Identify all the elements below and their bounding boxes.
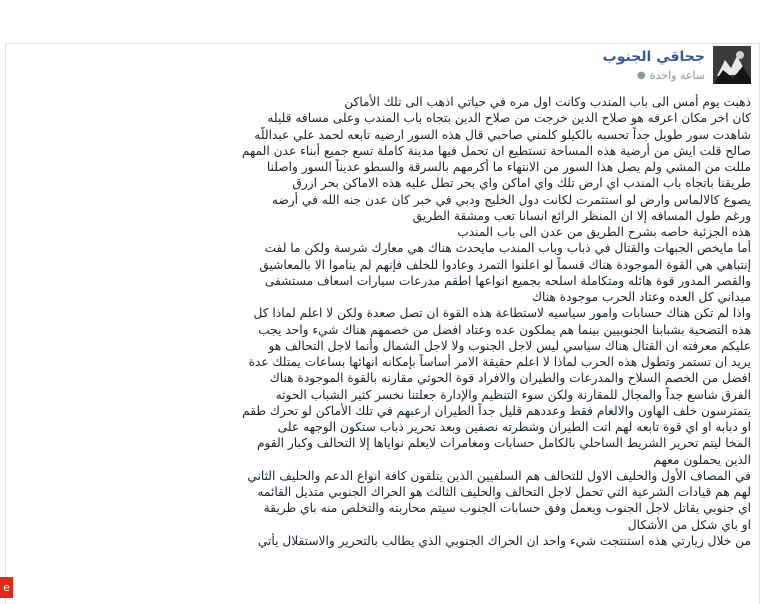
post-line: هذه الجزئية خاصه بشرح الطريق من عدن الى باب المندب <box>457 225 751 239</box>
post-line: او باي شكل من الأشكال <box>627 517 751 532</box>
post-line: او دبابه او اي قوة تابعه لهم اتت الطيران وشطرته نصفين وبعد تحرير ذباب ستكون الوجهه على <box>277 420 751 434</box>
post-line: أما مايخص الجبهات والقتال في ذباب وباب المندب مايحدث هناك هي معارك شرسة ولكن ما لفت <box>264 241 751 256</box>
post-line: ورغم طول المسافه إلا ان المنظر الرائع انسانا تعب ومشقة الطريق <box>412 208 751 223</box>
post-line: عليكم معرفته ان القتال هناك سياسي ليس لاجل الجنوب ولا لاجل الشمال وأنما لاجل التحالف هو <box>268 338 751 353</box>
post-line: واذا لم تكن هناك حسابات وامور سياسيه لاستطاعة هذه القوة ان تصل صعدة ولكن لا اعلم لماذا كل <box>253 306 751 321</box>
post-line: كان اخر مكان اعرفه هو صلاح الدين خرجت من صلاح الدين بتجاه باب المندب وعلى مسافه قليله <box>267 111 751 126</box>
post-line: مللت من المشي ولم يصل هذا السور من الانتهاء ما أكرمهم بالسرقة والسطو عديناً السور واصلنا <box>266 160 751 174</box>
post-line: يريد ان تستمر وتطول هذه الحرب لماذا لا اعلم حقيقة الامر أساساً بإمكانه انهائها بساعات يمتلك عدة <box>248 355 751 369</box>
post-line: طريقنا باتجاه باب المندب اي ارض تلك واي اماكن واي بحر تطل عليه هذه الاماكن بحر ازرق <box>292 176 751 191</box>
post-header <box>359 44 759 96</box>
globe-icon: ● <box>637 70 646 81</box>
author-name[interactable]: جحاقي الجنوب <box>602 49 705 65</box>
post-line: ذهبت يوم أمس الى باب المندب وكانت اول مره في حياتي اذهب الى تلك الأماكن <box>344 95 751 109</box>
post-line: والقصر المدور قوة هائله ومتكاملة اسلحه بجميع انواعها اطقم مدرعات سيارات اسعاف مستشفى <box>264 273 751 288</box>
post-line: الذين يحملون معهم <box>653 452 751 467</box>
post-card <box>5 43 760 604</box>
post-line: شاهدت سور طويل جداً تحسبه بالكيلو كلمني صاحبي قال هذه السور ارضيه تابعه لحمد علي عبداللّه <box>254 127 751 142</box>
post-meta <box>637 69 705 82</box>
post-body <box>12 94 751 549</box>
post-line: لهم هم قيادات الشرعية التي تحمل لاجل التحالف والحليف الثالث هو الحراك الجنوبي متذيل القائمه <box>257 485 751 499</box>
post-line: هذه التضحية بشبابنا الجنوبيين بينما هم يملكون عده وعتاد افضل من خصمهم هناك شيء واحد يجب <box>258 322 751 337</box>
post-line: ميداني كل العده وعتاد الحرب موجودة هناك <box>531 290 751 304</box>
author-avatar[interactable] <box>713 46 751 84</box>
post-line: في المصاف الأول والحليف الاول للتحالف هم السلفيين الذين يتلقون كافة انواع الدعم والحليف الثاني <box>247 468 751 483</box>
post-line: اي جنوبي يقاتل لاجل الجنوب ويعمل وفق حسابات الجنوب سيتم محاربته والتخلص منه باي طريقة <box>263 501 751 516</box>
timestamp[interactable]: ساعة واحدة <box>649 69 705 82</box>
notification-badge[interactable]: e <box>0 577 13 598</box>
avatar-image <box>713 46 751 84</box>
post-line: الفرق شاسع جداً والمجال للمقارنة ولكن سوء التنظيم والإدارة جعلتنا نخسر كثير الشباب الحوثه <box>275 387 751 402</box>
post-line: يصوع كالالماس وارض لو استثمرت لكانت دول الخليج ودبي في خبر كان عدن جنه الله في أرضه <box>271 192 751 207</box>
post-line: من خلال زيارتي هذه استنتجت شيء واحد ان الحراك الجنوبي الذي يطالب بالتحرير والاستقلال يأتي <box>257 533 751 548</box>
post-line: صالح قلت ايش من أرضية هذه المساحة تستطيع ان تحمل فيها مدينة كاملة تسع جميع أبناء عدن المهم <box>241 143 751 158</box>
post-line: المخا ليتم تحرير الشريط الساحلي بالكامل حسابات ومغامرات لايعلم نواياها إلا التحالف وكبار القوم <box>256 436 751 451</box>
post-line: إنتباهي هي القوة الموجودة هناك قسماً لو اعلنوا التمرد وعادوا للخلف فإنهم لم يناموا الا بالمعاشيق <box>259 257 751 272</box>
post-line: يتمترسون خلف الهاون والالغام فقط وعددهم قليل جداً الطيران ارعبهم في تلك الأماكن لو تحرك طقم <box>242 403 751 418</box>
post-line: افضل من الخصم السلاح والمدرعات والطيران والافراد قوة الحوثي مقارنه بالقوة الموجودة هناك <box>269 371 751 386</box>
